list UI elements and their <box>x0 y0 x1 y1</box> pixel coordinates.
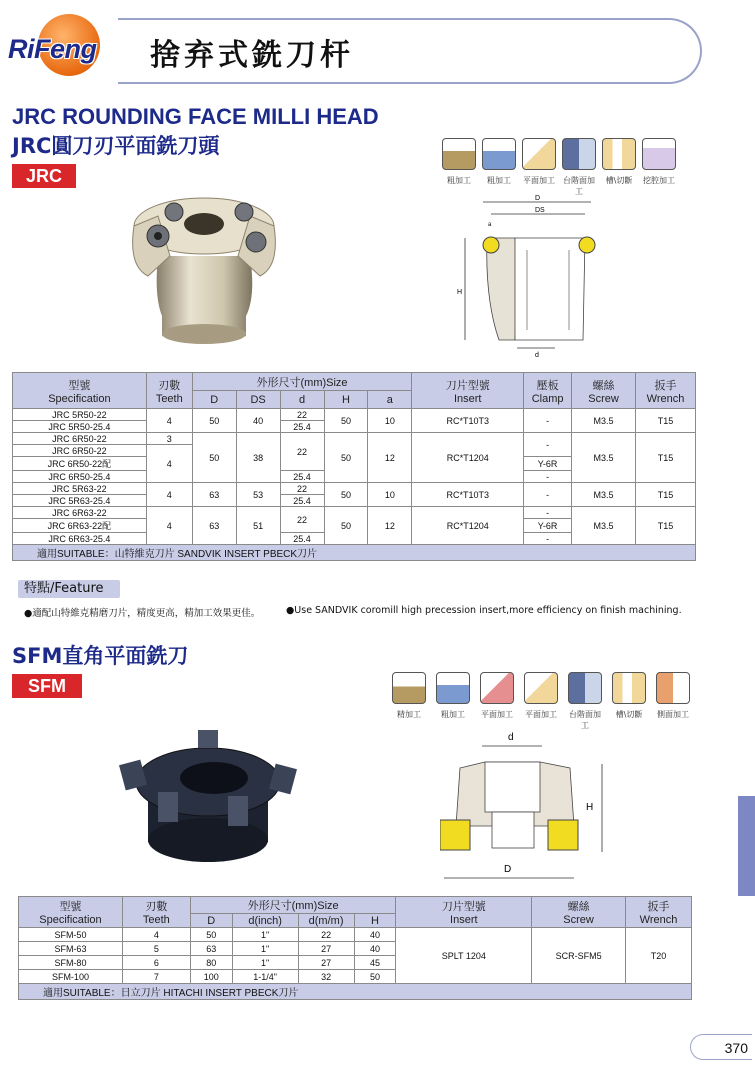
page-number: 370 <box>690 1034 752 1060</box>
table-row: JRC 6R63-22配 Y-6R <box>13 519 696 533</box>
col-insert: 刀片型號 Insert <box>412 373 524 409</box>
jrc-suitable-note: 適用SUITABLE：山特維克刀片 SANDVIK INSERT PBECK刀片 <box>13 545 696 561</box>
svg-text:D: D <box>535 195 541 202</box>
table-row: SFM-80 6 80 1" 27 45 <box>19 956 692 970</box>
jrc-title-en: JRC ROUNDING FACE MILLI HEAD <box>12 104 379 129</box>
table-row: JRC 6R63-22 4 63 51 22 50 12 RC*T1204 - M3.5 T15 <box>13 507 696 519</box>
op-item: 側面加工 <box>656 672 690 731</box>
page-title: 捨弃式銑刀杆 <box>150 38 354 73</box>
slotting-icon <box>602 138 636 170</box>
sfm-product-image <box>118 722 298 878</box>
svg-text:d: d <box>535 352 539 359</box>
op-item: 挖腔加工 <box>642 138 676 197</box>
col-screw: 螺絲 Screw <box>572 373 636 409</box>
op-item: 台階面加工 <box>568 672 602 731</box>
rough-machining-icon <box>442 138 476 170</box>
side-milling-icon <box>656 672 690 704</box>
slotting-icon <box>612 672 646 704</box>
op-item: 粗加工 <box>482 138 516 197</box>
shoulder-machining-icon <box>562 138 596 170</box>
table-row: JRC 6R50-22 4 <box>13 445 696 457</box>
table-row: JRC 5R63-25.4 25.4 <box>13 495 696 507</box>
col-size: 外形尺寸(mm)Size <box>192 373 412 391</box>
table-row: JRC 5R63-22 4 63 53 22 50 10 RC*T10T3 - M3.5 T15 <box>13 483 696 495</box>
pocketing-icon <box>642 138 676 170</box>
svg-text:a: a <box>488 222 492 228</box>
table-row: JRC 5R50-25.4 25.4 <box>13 421 696 433</box>
svg-text:D: D <box>504 864 512 875</box>
face-machining-icon <box>522 138 556 170</box>
sfm-dimension-diagram <box>440 728 620 886</box>
col-screw: 螺絲 Screw <box>532 897 626 928</box>
shoulder-machining-icon <box>568 672 602 704</box>
sfm-suitable-note: 適用SUITABLE：日立刀片 HITACHI INSERT PBECK刀片 <box>19 984 692 1000</box>
table-row: JRC 5R50-22 4 50 40 22 50 10 RC*T10T3 - M3.5 T15 <box>13 409 696 421</box>
col-insert: 刀片型號 Insert <box>396 897 532 928</box>
svg-text:d: d <box>508 732 514 743</box>
col-teeth: 刃數 Teeth <box>122 897 190 928</box>
rough-machining-icon <box>436 672 470 704</box>
op-item: 平面加工 <box>480 672 514 731</box>
table-row: JRC 6R50-22 3 50 38 22 50 12 RC*T1204 - M3.5 T15 <box>13 433 696 445</box>
op-item: 平面加工 <box>524 672 558 731</box>
jrc-dimension-diagram <box>455 190 605 360</box>
col-spec: 型號 Specification <box>19 897 123 928</box>
table-row: SFM-50 4 50 1" 22 40 SPLT 1204 SCR-SFM5 T20 <box>19 928 692 942</box>
svg-text:H: H <box>457 289 463 296</box>
jrc-tag: JRC <box>12 164 76 188</box>
feature-text-cn: ●適配山特維克精磨刀片，精度更高，精加工效果更佳。 <box>24 608 261 619</box>
op-item: 槽\切斷 <box>612 672 646 731</box>
table-row: JRC 6R50-22配 Y-6R <box>13 457 696 471</box>
jrc-product-image <box>118 186 288 348</box>
sfm-title: SFM直角平面銑刀 <box>12 644 189 668</box>
table-row: SFM-100 7 100 1-1/4" 32 50 <box>19 970 692 984</box>
rough-machining-wave-icon <box>482 138 516 170</box>
col-spec: 型號 Specification <box>13 373 147 409</box>
sfm-operations <box>392 672 690 731</box>
feature-label: 特點/Feature <box>18 580 120 598</box>
table-row: JRC 6R50-25.4 25.4 - <box>13 471 696 483</box>
col-wrench: 扳手 Wrench <box>635 373 695 409</box>
jrc-spec-table: 型號 Specification 刃數 Teeth 外形尺寸(mm)Size 刀片型號 Insert 壓板 Clamp 螺絲 Screw 扳手 Wrench D DS d H a JRC 5R50-22 4 50 40 22 50 10 RC*T10T3 - M3.5 T15 JRC 5R50-25.4 25.4 JRC 6R50-22 3 50 38 22 50 12 RC*T1204 - M3.5 T15 JRC 6R50-22 4 JRC 6R50-22配 Y-6R JRC 6R50-25.4 25.4 - JRC 5R63-22 4 63 53 22 50 10 RC*T10T3 - M3.5 T15 JRC 5R63-25.4 25.4 JRC 6R63-22 4 63 51 22 50 12 RC*T1204 - M3.5 T15 JRC 6R63-22配 Y-6R JRC 6R63-25.4 25.4 - 適用SUITABLE：山特維克刀片 SANDVIK INSERT PBECK刀片 <box>12 372 696 561</box>
col-teeth: 刃數 Teeth <box>146 373 192 409</box>
side-tab <box>738 796 755 896</box>
op-item: 平面加工 <box>522 138 556 197</box>
sfm-spec-table: 型號 Specification 刃數 Teeth 外形尺寸(mm)Size 刀片型號 Insert 螺絲 Screw 扳手 Wrench D d(inch) d(m/m) H SFM-50 4 50 1" 22 40 SPLT 1204 SCR-SFM5 T20 SFM-63 5 63 1" 27 40 SFM-80 6 80 1" 27 45 SFM-100 7 100 1-1/4" 32 50 適用SUITABLE：日立刀片 HITACHI INSERT PBECK刀片 <box>18 896 692 1000</box>
op-item: 槽\切斷 <box>602 138 636 197</box>
col-size: 外形尺寸(mm)Size <box>190 897 396 914</box>
col-clamp: 壓板 Clamp <box>524 373 572 409</box>
face-machining-icon <box>480 672 514 704</box>
op-item: 粗加工 <box>436 672 470 731</box>
sfm-tag: SFM <box>12 674 82 698</box>
jrc-operations <box>442 138 676 197</box>
logo: RiFeng <box>8 34 97 64</box>
jrc-title-cn: JRC圓刀刃平面銑刀頭 <box>12 134 220 158</box>
table-row: SFM-63 5 63 1" 27 40 <box>19 942 692 956</box>
finishing-icon <box>392 672 426 704</box>
op-item: 粗加工 <box>442 138 476 197</box>
feature-text-en: ●Use SANDVIK coromill high precession insert,more efficiency on finish machining. <box>286 605 682 616</box>
op-item: 台階面加工 <box>562 138 596 197</box>
svg-text:DS: DS <box>535 207 545 214</box>
op-item: 精加工 <box>392 672 426 731</box>
col-wrench: 扳手 Wrench <box>626 897 692 928</box>
face-machining-alt-icon <box>524 672 558 704</box>
table-row: JRC 6R63-25.4 25.4 - <box>13 533 696 545</box>
svg-text:H: H <box>586 802 594 813</box>
